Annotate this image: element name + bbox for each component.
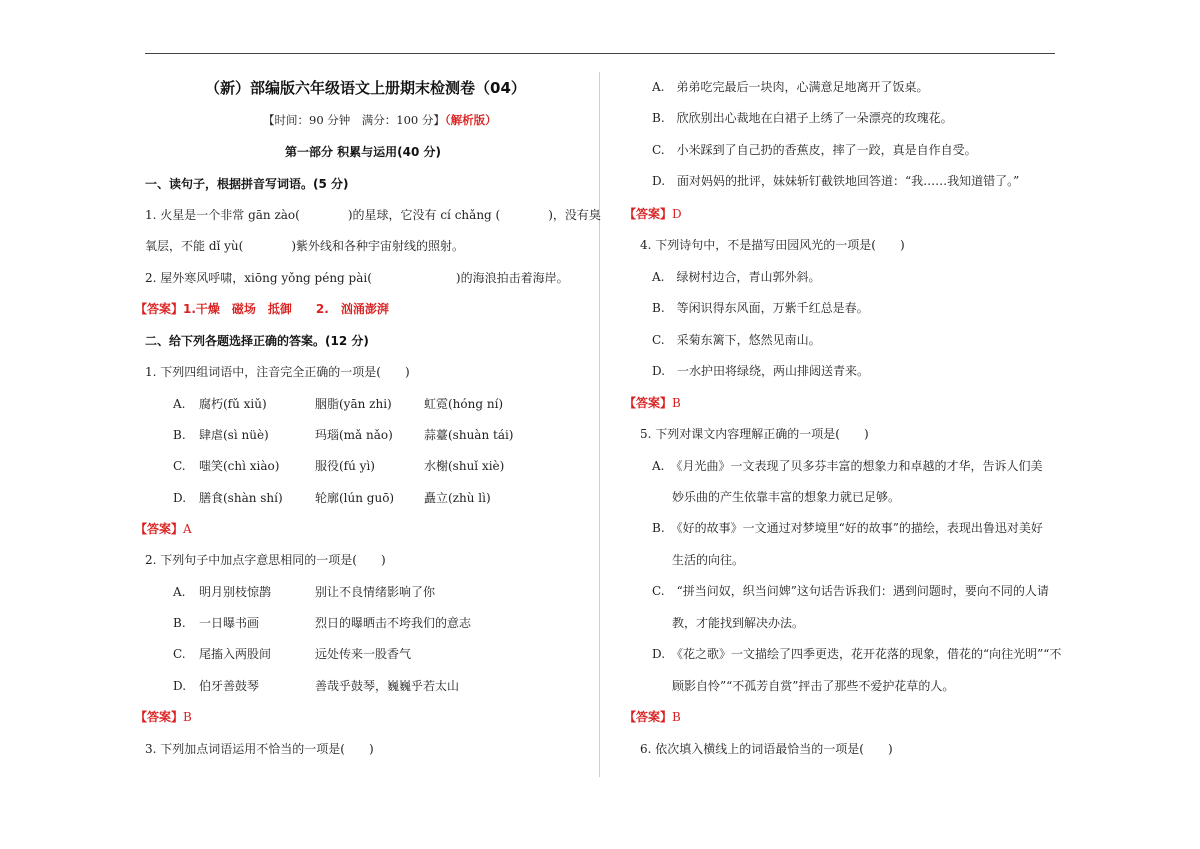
question-2-2-stem: 2. 下列句子中加点字意思相同的一项是( ) [145,553,386,567]
section2-heading: 二、给下列各题选择正确的答案。(12 分) [145,334,369,348]
question-1-2: 2. 屋外寒风呼啸，xiōng yǒng péng pài( )的海浪拍击着海岸。 [145,271,569,285]
q5-line: C. “拼当问奴，织当问婢”这句话告诉我们：遇到问题时，要向不同的人请 [652,584,1049,598]
answer-q5: 【答案】B [624,710,681,724]
header-rule [145,53,1055,54]
question-2-1-stem: 1. 下列四组词语中，注音完全正确的一项是( ) [145,365,410,379]
section1-heading: 一、读句子，根据拼音写词语。(5 分) [145,177,349,191]
exam-meta-text: 【时间：90 分钟 满分：100 分】 [263,113,445,127]
q3-option: D. 面对妈妈的批评，妹妹斩钉截铁地回答道：“我……我知道错了。” [652,174,1020,188]
answer-label: 【答案】 [135,302,184,316]
answer-q4: 【答案】B [624,396,681,410]
question-2-5-stem: 5. 下列对课文内容理解正确的一项是( ) [640,427,869,441]
question-2-4-stem: 4. 下列诗句中，不是描写田园风光的一项是( ) [640,238,905,252]
question-2-6-stem: 6. 依次填入横线上的词语最恰当的一项是( ) [640,742,893,756]
q5-line: 妙乐曲的产生依靠丰富的想象力就已足够。 [672,490,901,504]
column-divider [599,72,600,777]
q3-option: C. 小米踩到了自己扔的香蕉皮，摔了一跤，真是自作自受。 [652,143,977,157]
q5-line: D. 《花之歌》一文描绘了四季更迭，花开花落的现象，借花的“向往光明”“不 [652,647,1062,661]
answer-q1: 【答案】A [135,522,192,536]
q4-option: C. 采菊东篱下，悠然见南山。 [652,333,821,347]
q3-option: B. 欣欣别出心裁地在白裙子上绣了一朵漂亮的玫瑰花。 [652,111,953,125]
answer-section1 [135,301,389,317]
q5-line: A. 《月光曲》一文表现了贝多芬丰富的想象力和卓越的才华，告诉人们美 [652,459,1043,473]
q3-option: A. 弟弟吃完最后一块肉，心满意足地离开了饭桌。 [652,80,929,94]
q5-line: 顾影自怜”“不孤芳自赏”抨击了那些不爱护花草的人。 [672,679,955,693]
question-1-1a: 1. 火星是一个非常 gān zào( )的星球，它没有 cí chǎng ( )，没有臭 [145,208,601,222]
q4-option: A. 绿树村边合，青山郭外斜。 [652,270,821,284]
q5-line: 生活的向往。 [672,553,745,567]
page-title: （新）部编版六年级语文上册期末检测卷（04） [205,79,526,97]
q4-option: B. 等闲识得东风面，万紫千红总是春。 [652,301,869,315]
question-1-1b: 氧层，不能 dǐ yù( )紫外线和各种宇宙射线的照射。 [145,239,465,253]
question-2-3-stem: 3. 下列加点词语运用不恰当的一项是( ) [145,742,374,756]
q4-option: D. 一水护田将绿绕，两山排闼送青来。 [652,364,870,378]
answer-text: 1.干燥 磁场 抵御 2. 汹涌澎湃 [183,302,389,316]
answer-q3: 【答案】D [624,207,682,221]
exam-meta-tag: （解析版） [444,113,497,127]
part-heading: 第一部分 积累与运用(40 分) [285,145,442,159]
q5-line: 教，才能找到解决办法。 [672,616,805,630]
exam-meta [263,112,497,128]
q5-line: B. 《好的故事》一文通过对梦境里“好的故事”的描绘，表现出鲁迅对美好 [652,521,1043,535]
answer-q2: 【答案】B [135,710,192,724]
